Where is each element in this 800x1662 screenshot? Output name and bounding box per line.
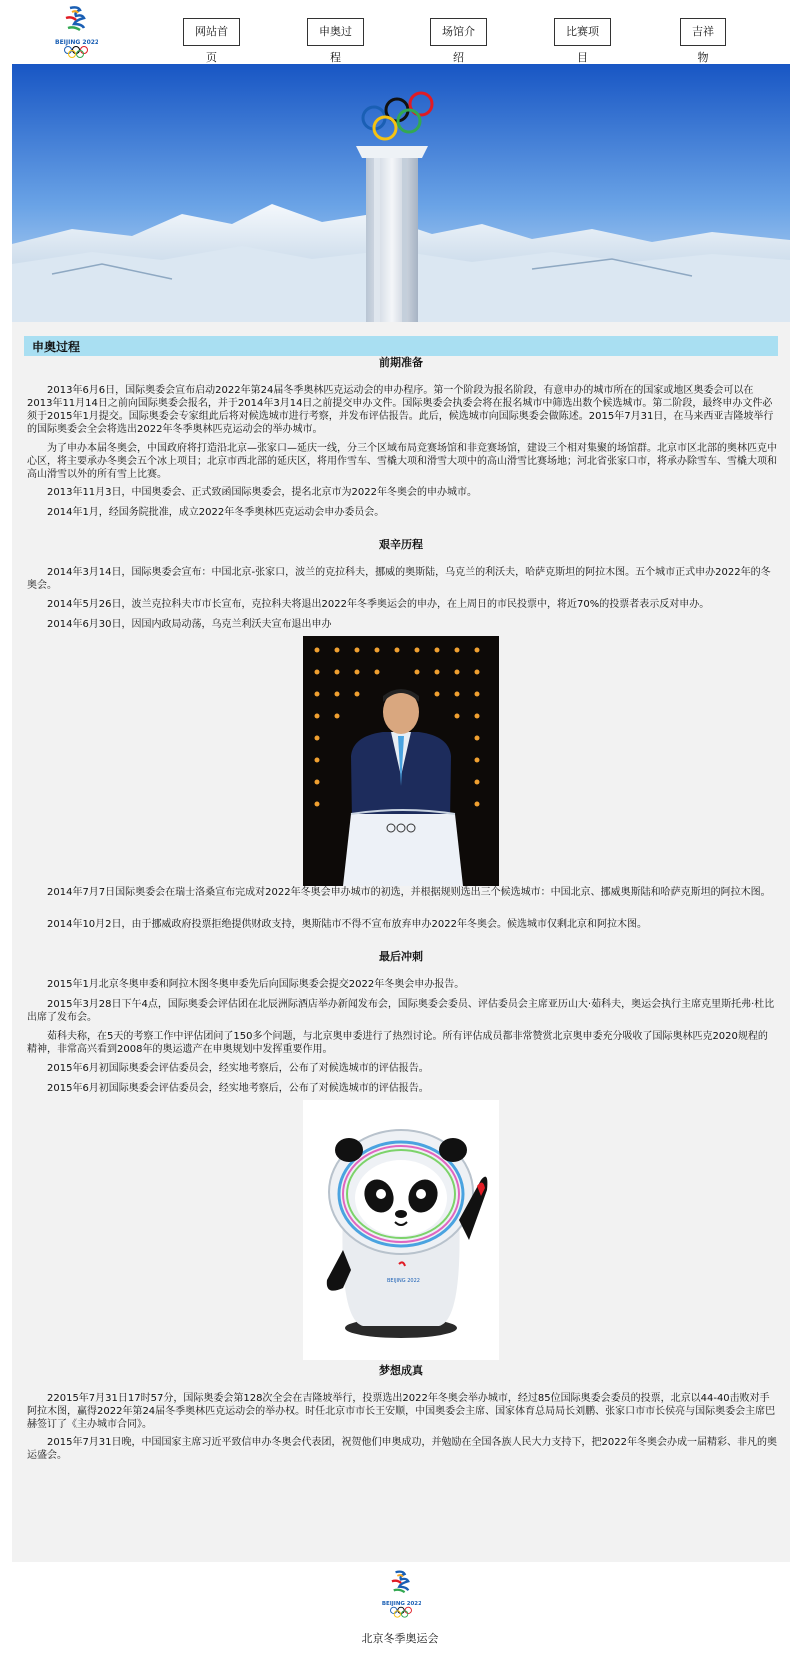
footer <box>0 1562 800 1662</box>
phase3-heading: 最后冲刺 <box>379 950 423 963</box>
mascot-image <box>303 1100 499 1360</box>
phase1-paragraph-2: 为了申办本届冬奥会，中国政府将打造沿北京—张家口—延庆一线，分三个区域布局竞赛场馆和非竞赛场馆，建设三个相对集聚的场馆群。北京市区北部的奥林匹克中心区，将主要承办冬奥会五个冰上项目；北京市西北部的延庆区，将用作雪车、雪橇大项和滑雪大项中的高山滑雪比赛场地；河北省张家口市，将承办除雪车、雪橇大项和高山滑雪以外的所有雪上比赛。 <box>27 443 777 480</box>
phase1-paragraph-1: 2013年6月6日，国际奥委会宣布启动2022年第24届冬季奥林匹克运动会的申办程序。第一个阶段为报名阶段，有意申办的城市所在的国家或地区奥委会可以在2013年11月14日之前向国际奥委会报名，并于2014年3月14日之前提交申办文件。国际奥委会执委会将在报名城市中筛选出数个候选城市。第二阶段，最终申办文件必须于2015年1月提交。国际奥委会专家组此后将对候选城市进行考察，并发布评估报告。此后，候选城市向国际奥委会做陈述。2015年7月31日，在马来西亚吉隆坡举行的国际奥委会全会将选出2022年冬季奥林匹克运动会的举办城市。 <box>27 385 774 435</box>
main-content <box>12 322 790 1562</box>
phase2-paragraph-2: 2014年5月26日，波兰克拉科夫市市长宣布，克拉科夫将退出2022年冬季奥运会的申办，在上周日的市民投票中，将近70%的投票者表示反对申办。 <box>47 599 710 610</box>
footer-text: 北京冬季奥运会 <box>361 1632 439 1645</box>
svg-text:BEIJING 2022: BEIJING 2022 <box>381 1600 421 1607</box>
presentation-photo <box>303 636 499 886</box>
svg-text:BEIJING 2022: BEIJING 2022 <box>55 39 98 46</box>
phase1-heading: 前期准备 <box>379 356 423 369</box>
nav-mascot[interactable]: 吉祥物 <box>680 18 726 46</box>
phase2-paragraph-3: 2014年6月30日，因国内政局动荡，乌克兰利沃夫宣布退出申办 <box>47 619 332 630</box>
top-nav <box>0 0 800 64</box>
svg-text:BEIJING 2022: BEIJING 2022 <box>387 1278 420 1284</box>
section-title-bar <box>24 336 778 356</box>
banner-image <box>12 64 790 322</box>
phase1-paragraph-4: 2014年1月，经国务院批准，成立2022年冬季奥林匹克运动会申办委员会。 <box>47 507 385 518</box>
phase2-paragraph-5: 2014年10月2日，由于挪威政府投票拒绝提供财政支持，奥斯陆市不得不宣布放弃申办2022年冬奥会。候选城市仅剩北京和阿拉木图。 <box>47 919 647 930</box>
beijing-2022-logo[interactable] <box>54 4 98 60</box>
footer-logo <box>381 1566 421 1622</box>
nav-home[interactable]: 网站首页 <box>183 18 240 46</box>
phase4-paragraph-2: 2015年7月31日晚，中国国家主席习近平致信申办冬奥会代表团，祝贺他们申奥成功，并勉励在全国各族人民大力支持下，把2022年冬奥会办成一届精彩、非凡的奥运盛会。 <box>27 1437 777 1461</box>
phase3-paragraph-1: 2015年1月北京冬奥申委和阿拉木图冬奥申委先后向国际奥委会提交2022年冬奥会申办报告。 <box>47 979 465 990</box>
phase2-heading: 艰辛历程 <box>379 538 423 551</box>
phase3-paragraph-4: 2015年6月初国际奥委会评估委员会，经实地考察后，公布了对候选城市的评估报告。 <box>47 1063 429 1074</box>
phase4-heading: 梦想成真 <box>379 1364 423 1377</box>
phase3-paragraph-3: 茹科夫称，在5天的考察工作中评估团问了150多个问题，与北京奥申委进行了热烈讨论。所有评估成员都非常赞赏北京奥申委充分吸收了国际奥林匹克2020规程的精神，非常高兴看到2008年的奥运遗产在申奥规划中发挥重要作用。 <box>27 1031 768 1055</box>
nav-bid-process[interactable]: 申奥过程 <box>307 18 364 46</box>
phase4-paragraph-1: 22015年7月31日17时57分，国际奥委会第128次全会在吉隆坡举行，投票选出2022年冬奥会举办城市，经过85位国际奥委会委员的投票，北京以44-40击败对手阿拉木图，赢得2022年第24届冬季奥林匹克运动会的举办权。时任北京市市长王安顺，中国奥委会主席、国家体育总局局长刘鹏、张家口市市长侯亮与国际奥委会主席巴赫签订了《主办城市合同》。 <box>27 1393 776 1430</box>
phase3-paragraph-2: 2015年3月28日下午4点，国际奥委会评估团在北辰洲际酒店举办新闻发布会，国际奥委会委员、评估委员会主席亚历山大·茹科夫，奥运会执行主席克里斯托弗·杜比出席了发布会。 <box>27 999 775 1023</box>
phase3-paragraph-5: 2015年6月初国际奥委会评估委员会，经实地考察后，公布了对候选城市的评估报告。 <box>47 1083 429 1094</box>
nav-venues[interactable]: 场馆介绍 <box>430 18 487 46</box>
section-title: 申奥过程 <box>32 340 81 354</box>
phase2-paragraph-4: 2014年7月7日国际奥委会在瑞士洛桑宣布完成对2022年冬奥会申办城市的初选，并根据规则选出三个候选城市：中国北京、挪威奥斯陆和哈萨克斯坦的阿拉木图。 <box>47 887 771 898</box>
nav-events[interactable]: 比赛项目 <box>554 18 611 46</box>
phase2-paragraph-1: 2014年3月14日，国际奥委会宣布：中国北京-张家口，波兰的克拉科夫，挪威的奥斯陆，乌克兰的利沃夫，哈萨克斯坦的阿拉木图。五个城市正式申办2022年的冬奥会。 <box>27 567 771 591</box>
phase1-paragraph-3: 2013年11月3日，中国奥委会、正式致函国际奥委会，提名北京市为2022年冬奥会的申办城市。 <box>47 487 477 498</box>
